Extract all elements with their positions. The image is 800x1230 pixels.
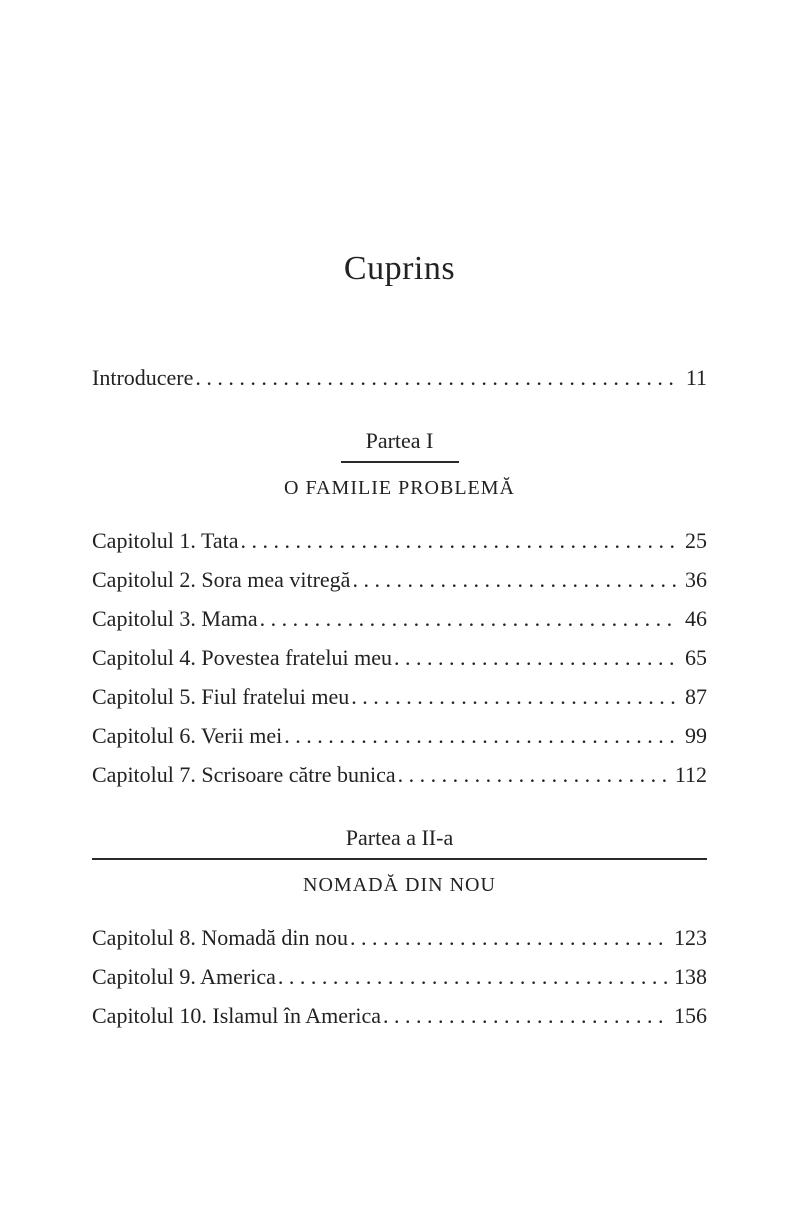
- table-of-contents: [92, 365, 707, 1029]
- toc-entry-page: 138: [674, 964, 707, 989]
- toc-entry-label: Capitolul 3. Mama: [92, 606, 258, 631]
- part-1-heading: Partea I: [365, 428, 434, 453]
- part-2-section: [92, 825, 707, 1029]
- toc-entry-chapter-7: [92, 762, 707, 788]
- dot-leader: [352, 567, 679, 593]
- dot-leader: [350, 925, 668, 951]
- toc-entry-chapter-6: [92, 723, 707, 749]
- toc-entry-introducere: [92, 365, 707, 391]
- dot-leader: [284, 723, 679, 749]
- dot-leader: [195, 365, 679, 391]
- part-2-divider: [92, 858, 707, 860]
- dot-leader: [241, 528, 679, 554]
- toc-entry-page: 123: [674, 925, 707, 950]
- toc-entry-chapter-10: [92, 1003, 707, 1029]
- dot-leader: [383, 1003, 668, 1029]
- toc-entry-page: 25: [685, 528, 707, 553]
- toc-entry-page: 46: [685, 606, 707, 631]
- part-1-section: [92, 428, 707, 788]
- toc-entry-label: Capitolul 6. Verii mei: [92, 723, 283, 748]
- toc-entry-chapter-5: [92, 684, 707, 710]
- dot-leader: [394, 645, 679, 671]
- part-1-divider: [341, 461, 459, 463]
- toc-entry-page: 156: [674, 1003, 707, 1028]
- toc-entry-label: Capitolul 9. America: [92, 964, 276, 989]
- part-2-chapter-list: [92, 925, 707, 1029]
- dot-leader: [260, 606, 679, 632]
- part-2-subtitle: NOMADĂ DIN NOU: [303, 874, 496, 896]
- toc-entry-label: Capitolul 2. Sora mea vitregă: [92, 567, 351, 592]
- toc-entry-chapter-4: [92, 645, 707, 671]
- toc-entry-page: 36: [685, 567, 707, 592]
- toc-entry-page: 87: [685, 684, 707, 709]
- part-1-chapter-list: [92, 528, 707, 788]
- toc-entry-label: Capitolul 8. Nomadă din nou: [92, 925, 349, 950]
- part-1-subtitle: O FAMILIE PROBLEMĂ: [284, 477, 515, 499]
- toc-entry-chapter-1: [92, 528, 707, 554]
- toc-entry-label: Capitolul 1. Tata: [92, 528, 239, 553]
- page-title: Cuprins: [343, 250, 456, 287]
- toc-entry-page: 99: [685, 723, 707, 748]
- toc-entry-label: Capitolul 4. Povestea fratelui meu: [92, 645, 392, 670]
- toc-entry-chapter-9: [92, 964, 707, 990]
- dot-leader: [398, 762, 669, 788]
- toc-entry-label: Capitolul 5. Fiul fratelui meu: [92, 684, 350, 709]
- dot-leader: [351, 684, 679, 710]
- toc-entry-label: Capitolul 7. Scrisoare către bunica: [92, 762, 396, 787]
- toc-entry-chapter-3: [92, 606, 707, 632]
- toc-entry-label: Capitolul 10. Islamul în America: [92, 1003, 382, 1028]
- part-2-heading: Partea a II-a: [345, 825, 454, 850]
- toc-entry-page: 11: [685, 365, 707, 390]
- toc-entry-chapter-8: [92, 925, 707, 951]
- toc-entry-page: 112: [674, 762, 707, 787]
- toc-entry-page: 65: [685, 645, 707, 670]
- toc-entry-label: Introducere: [92, 365, 194, 390]
- dot-leader: [278, 964, 668, 990]
- toc-entry-chapter-2: [92, 567, 707, 593]
